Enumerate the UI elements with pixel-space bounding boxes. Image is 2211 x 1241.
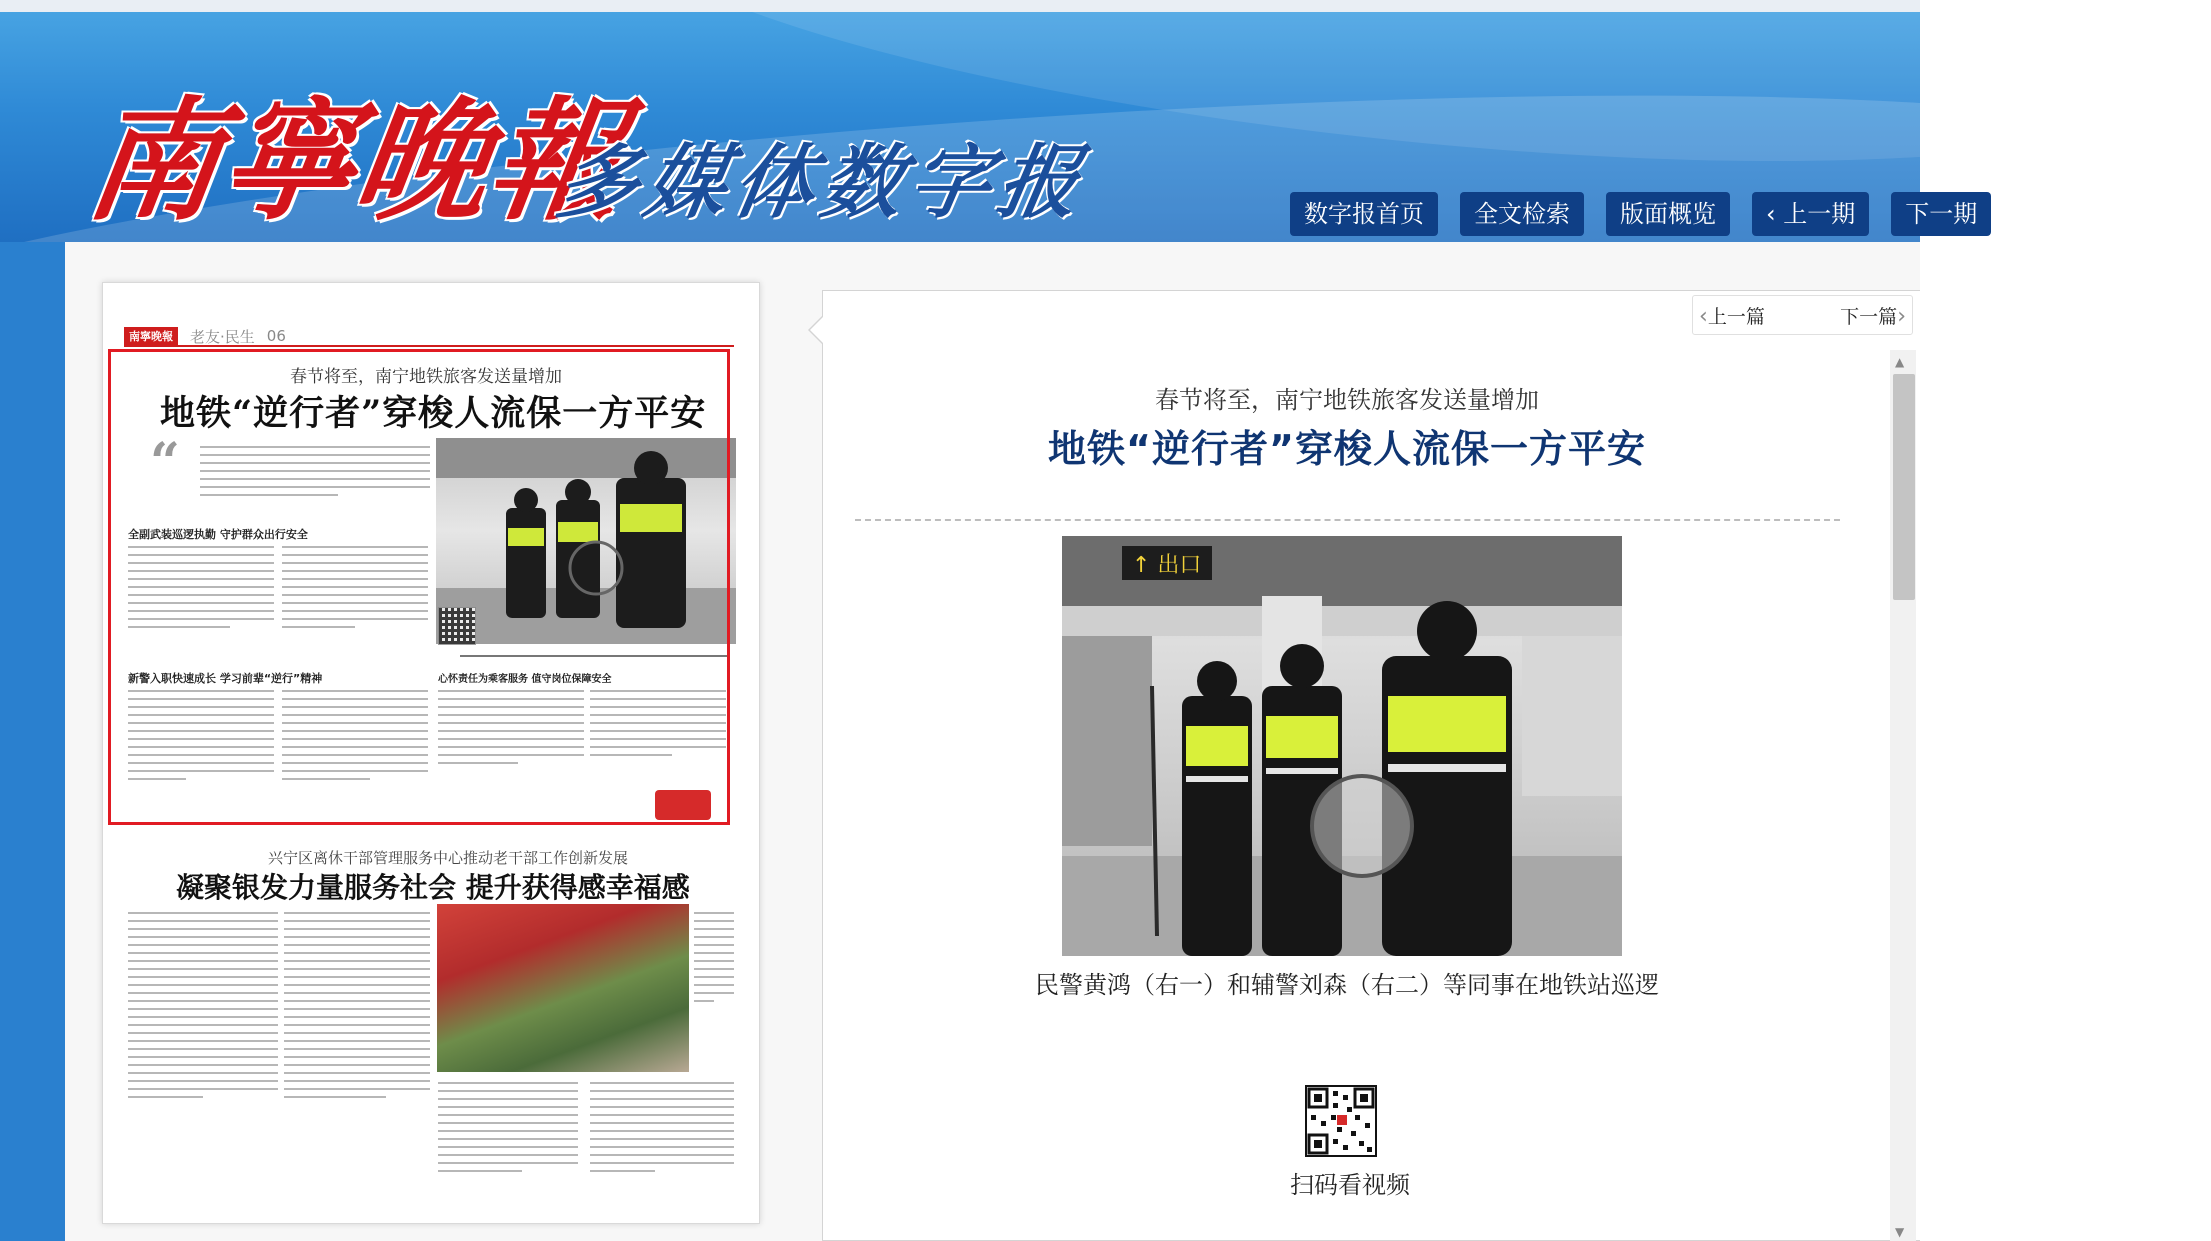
paper-story1-section-head: 新警入职快速成长 学习前辈“逆行”精神	[128, 672, 323, 685]
next-article-label: 下一篇	[1840, 305, 1898, 328]
previous-article-button[interactable]	[1699, 302, 1765, 329]
home-button[interactable]: 数字报首页	[1290, 192, 1438, 236]
qr-label: 扫码看视频	[1290, 1171, 1410, 1199]
paper-story1-subtitle: 春节将至，南宁地铁旅客发送量增加	[290, 367, 562, 387]
paper-story2-column-text	[590, 1082, 734, 1178]
scrollbar-thumb[interactable]	[1893, 374, 1915, 600]
paper-story2-subtitle: 兴宁区离休干部管理服务中心推动老干部工作创新发展	[268, 849, 629, 867]
scroll-up-arrow-icon[interactable]: ▲	[1895, 355, 1905, 369]
paper-story2-column-text	[284, 912, 430, 1104]
article-title: 地铁“逆行者”穿梭人流保一方平安	[1048, 427, 1646, 471]
previous-issue-label: 上一期	[1783, 200, 1856, 228]
paper-story1-section-head: 心怀责任为乘客服务 值守岗位保障安全	[438, 674, 612, 685]
paper-page-number: 06	[266, 327, 286, 345]
photo-caption: 民警黄鸿（右一）和辅警刘森（右二）等同事在地铁站巡逻	[1035, 971, 1659, 999]
article-pager	[1692, 295, 1913, 335]
paper-story2-column-text	[438, 1082, 578, 1178]
story-highlight-area[interactable]	[108, 349, 730, 825]
quote-mark-icon: “	[150, 432, 180, 493]
next-issue-button[interactable]: 下一期	[1891, 192, 1991, 236]
left-side-strip	[0, 242, 65, 1241]
next-article-button[interactable]	[1840, 302, 1906, 329]
paper-story1-section-head: 全副武装巡逻执勤 守护群众出行安全	[128, 528, 308, 541]
paper-story2-photo	[437, 904, 689, 1072]
paper-story1-title: 地铁“逆行者”穿梭人流保一方平安	[160, 393, 707, 434]
video-qr-code	[1305, 1085, 1377, 1157]
masthead	[0, 0, 1978, 242]
paper-page-header	[124, 327, 734, 347]
chevron-right-icon: ›	[1897, 303, 1906, 329]
header-topbar	[0, 0, 1920, 12]
chevron-left-icon: ‹	[1766, 200, 1776, 228]
paper-story2-title: 凝聚银发力量服务社会 提升获得感幸福感	[176, 871, 690, 904]
article-photo[interactable]	[1062, 536, 1622, 956]
previous-issue-button[interactable]	[1752, 192, 1869, 236]
newspaper-subtitle-logo: 多媒体数字报	[550, 135, 1096, 229]
chevron-left-icon: ‹	[1699, 303, 1708, 329]
paper-page-badge: 南寧晚報	[124, 327, 178, 345]
previous-article-label: 上一篇	[1707, 305, 1765, 328]
scroll-down-arrow-icon[interactable]: ▼	[1895, 1225, 1905, 1239]
newspaper-logo[interactable]: 南寧晚報	[77, 84, 636, 239]
paper-story2-photo-caption	[694, 912, 734, 1008]
fulltext-search-button[interactable]: 全文检索	[1460, 192, 1584, 236]
article-divider	[855, 519, 1840, 521]
top-nav	[1290, 192, 1991, 236]
panel-pointer-inner	[810, 317, 823, 343]
article-subtitle: 春节将至，南宁地铁旅客发送量增加	[1155, 386, 1539, 414]
paper-section-name: 老友·民生	[190, 327, 255, 346]
svg-text:↑ 出口: ↑ 出口	[1132, 553, 1202, 578]
page-overview-button[interactable]: 版面概览	[1606, 192, 1730, 236]
paper-story2-column-text	[128, 912, 278, 1104]
